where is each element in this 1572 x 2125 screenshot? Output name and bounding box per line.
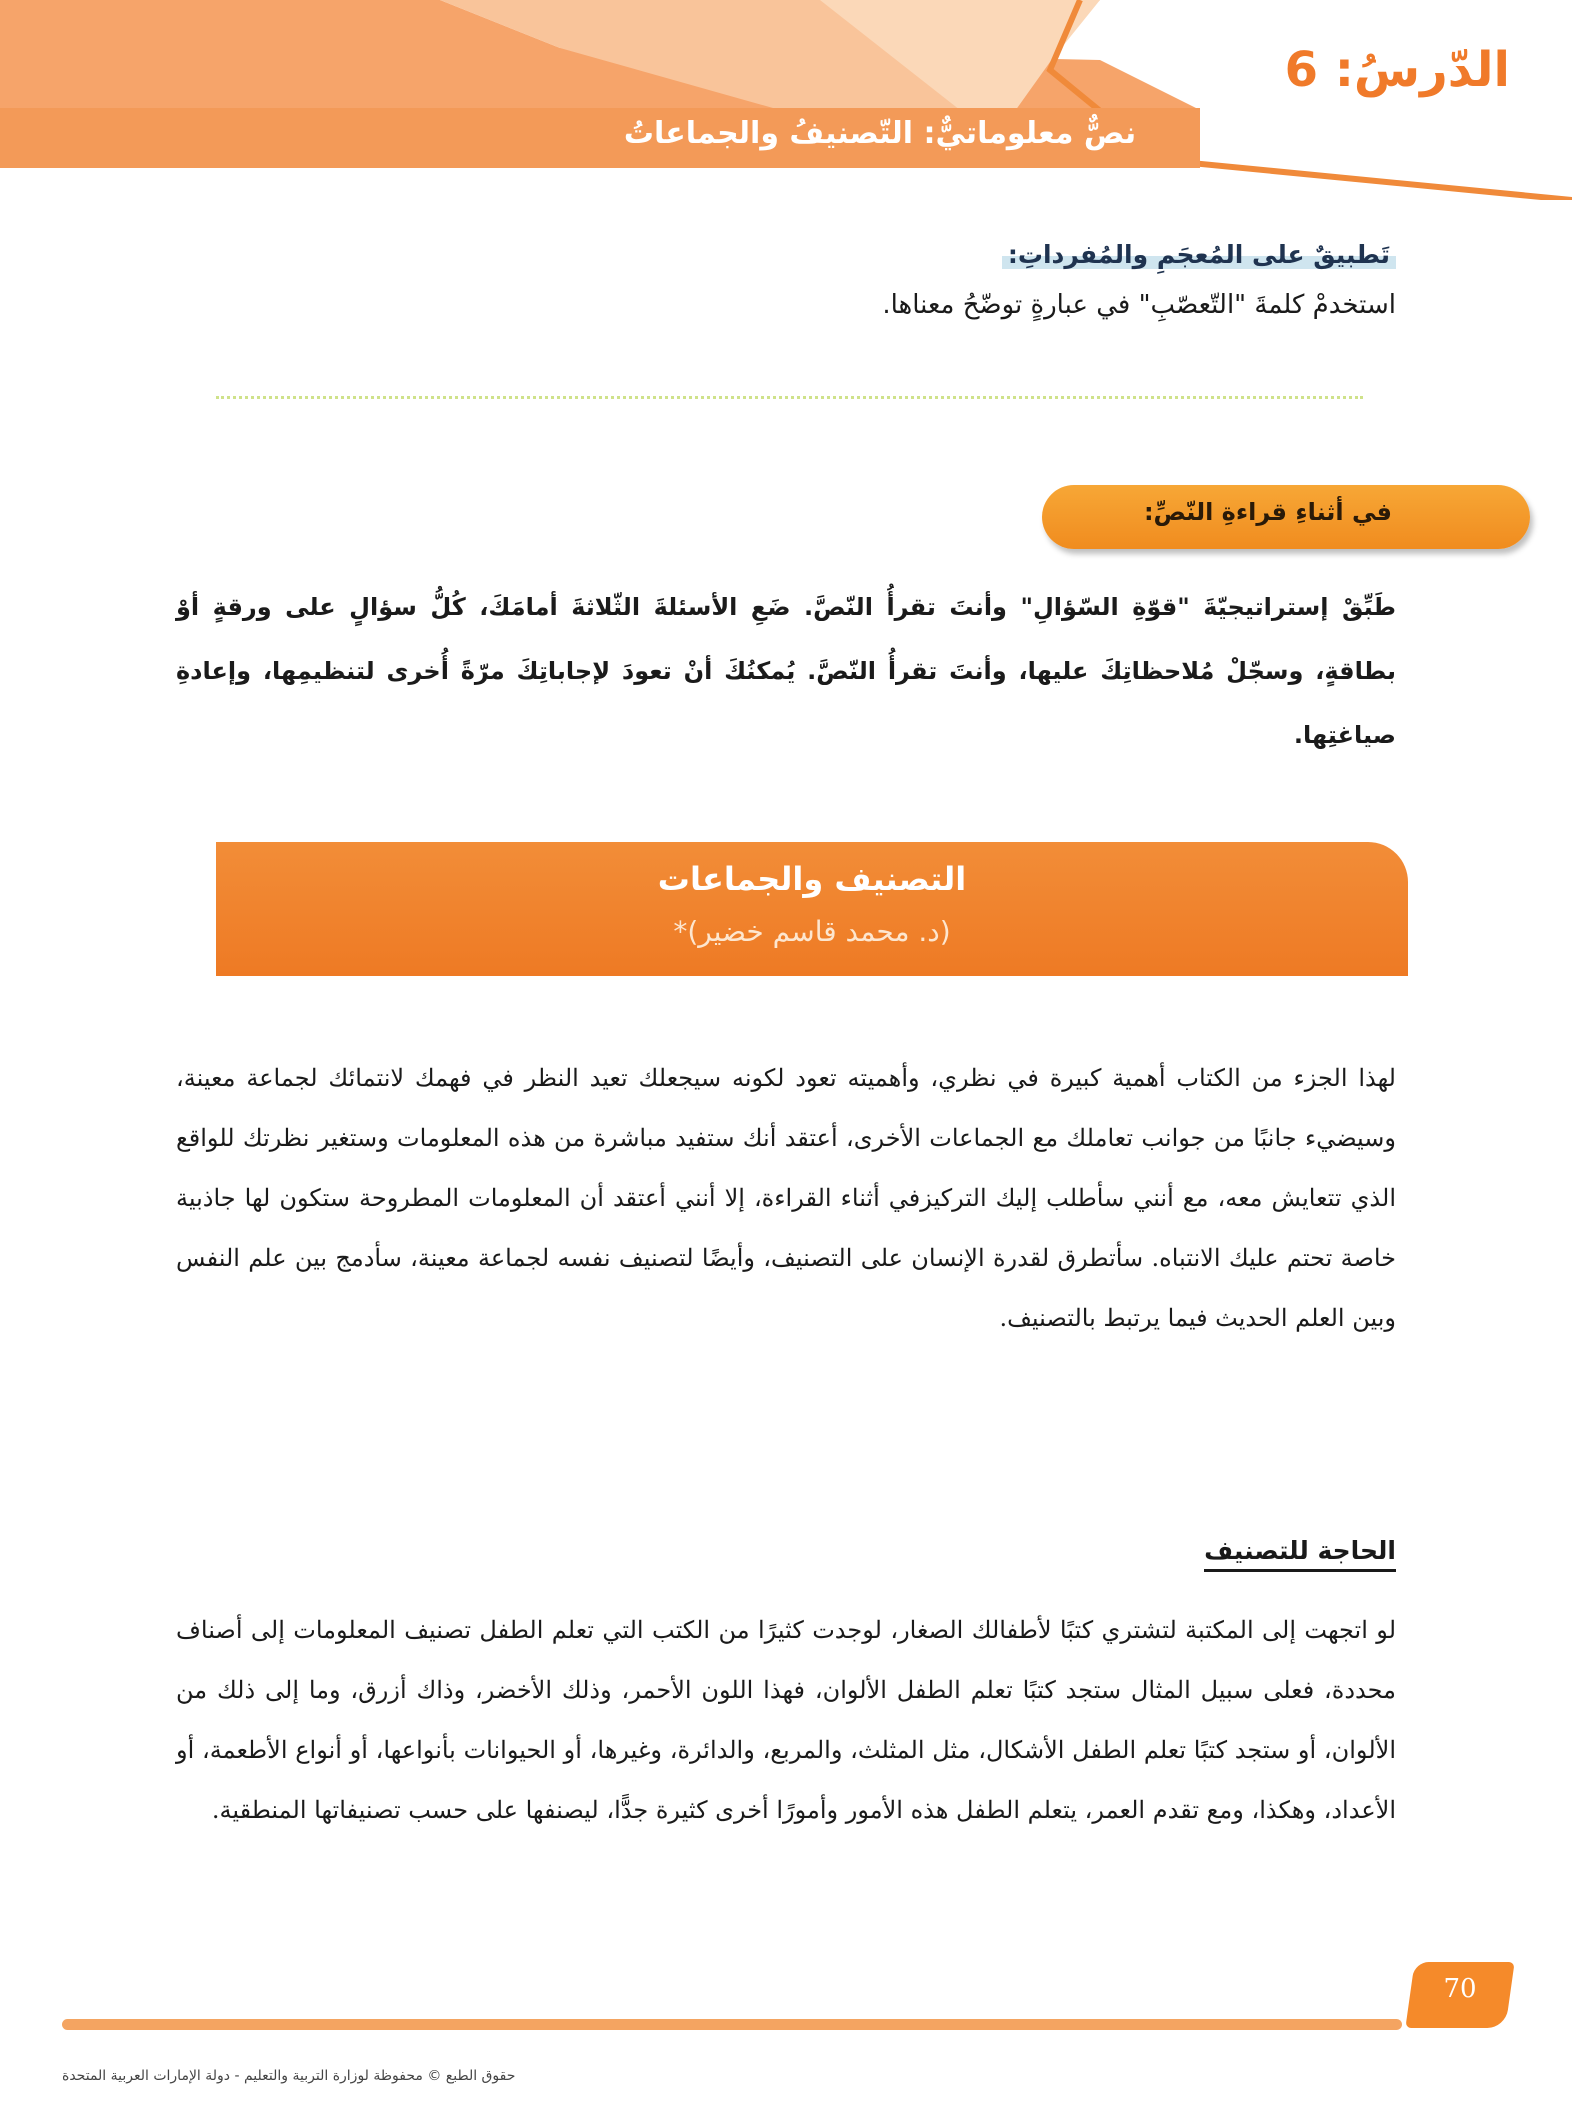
article-title: التصنيف والجماعات	[657, 860, 967, 898]
lesson-subtitle: نصٌّ معلوماتيٌّ: التّصنيفُ والجماعاتُ	[623, 116, 1137, 151]
article-subheading: الحاجة للتصنيف	[1204, 1536, 1396, 1572]
answer-line[interactable]	[216, 396, 1363, 399]
article-paragraph-1: لهذا الجزء من الكتاب أهمية كبيرة في نظري، وأهميته تعود لكونه سيجعلك تعيد النظر في فهمك لانتمائك لجماعة معينة، وسيضيء جانبًا من جوانب تعاملك مع الجماعات الأخرى، أعتقد أنك ستفيد مباشرة من هذه المعلومات وستغير نظرتك للواقع الذي تتعايش معه، مع أنني سأطلب إليك التركيزفي أثناء القراءة، إلا أنني أعتقد أن المعلومات المطروحة ستكون لها جاذبية خاصة تحتم عليك الانتباه. سأتطرق لقدرة الإنسان على التصنيف، وأيضًا لتصنيف نفسه لجماعة معينة، سأدمج بين علم النفس وبين العلم الحديث فيما يرتبط بالتصنيف.	[176, 1064, 1396, 1332]
vocab-heading: تَطبيقٌ على المُعجَمِ والمُفرداتِ:	[1002, 240, 1396, 269]
article-author: (د. محمد قاسم خضير)*	[673, 915, 951, 948]
footer-bar	[62, 2019, 1402, 2030]
copyright-text: حقوق الطبع © محفوظة لوزارة التربية والتعليم - دولة الإمارات العربية المتحدة	[62, 2068, 516, 2084]
reading-heading: في أثناءِ قراءةِ النّصِّ:	[1143, 498, 1392, 526]
header-decoration	[0, 0, 1572, 200]
lesson-label: الدّرسُ: 6	[1284, 42, 1510, 98]
page-number: 70	[1443, 1974, 1477, 2004]
article-paragraph-2: لو اتجهت إلى المكتبة لتشتري كتبًا لأطفالك الصغار، لوجدت كثيرًا من الكتب التي تعلم الطفل تصنيف المعلومات إلى أصناف محددة، فعلى سبيل المثال ستجد كتبًا تعلم الطفل الألوان، فهذا اللون الأحمر، وذلك الأخضر، وذاك أزرق، وما إلى ذلك من الألوان، أو ستجد كتبًا تعلم الطفل الأشكال، مثل المثلث، والمربع، والدائرة، وغيرها، أو الحيوانات بأنواعها، أو أنواع الأطعمة، أو الأعداد، وهكذا، ومع تقدم العمر، يتعلم الطفل هذه الأمور وأمورًا أخرى كثيرة جدًّا، ليصنفها على حسب تصنيفاتها المنطقية.	[176, 1616, 1396, 1824]
strategy-text: طَبِّقْ إستراتيجيّةَ "قوّةِ السّؤالِ" وأنتَ تقرأُ النّصَّ. ضَعِ الأسئلةَ الثّلاثةَ أمامَكَ، كُلُّ سؤالٍ على ورقةٍ أوْ بطاقةٍ، وسجّلْ مُلاحظاتِكَ عليها، وأنتَ تقرأُ النّصَّ. يُمكنُكَ أنْ تعودَ لإجاباتِكَ مرّةً أُخرى لتنظيمِها، وإعادةِ صياغتِها.	[176, 593, 1396, 749]
vocab-instruction: استخدمْ كلمةَ "التّعصّبِ" في عبارةٍ توضّحُ معناها.	[882, 290, 1396, 320]
